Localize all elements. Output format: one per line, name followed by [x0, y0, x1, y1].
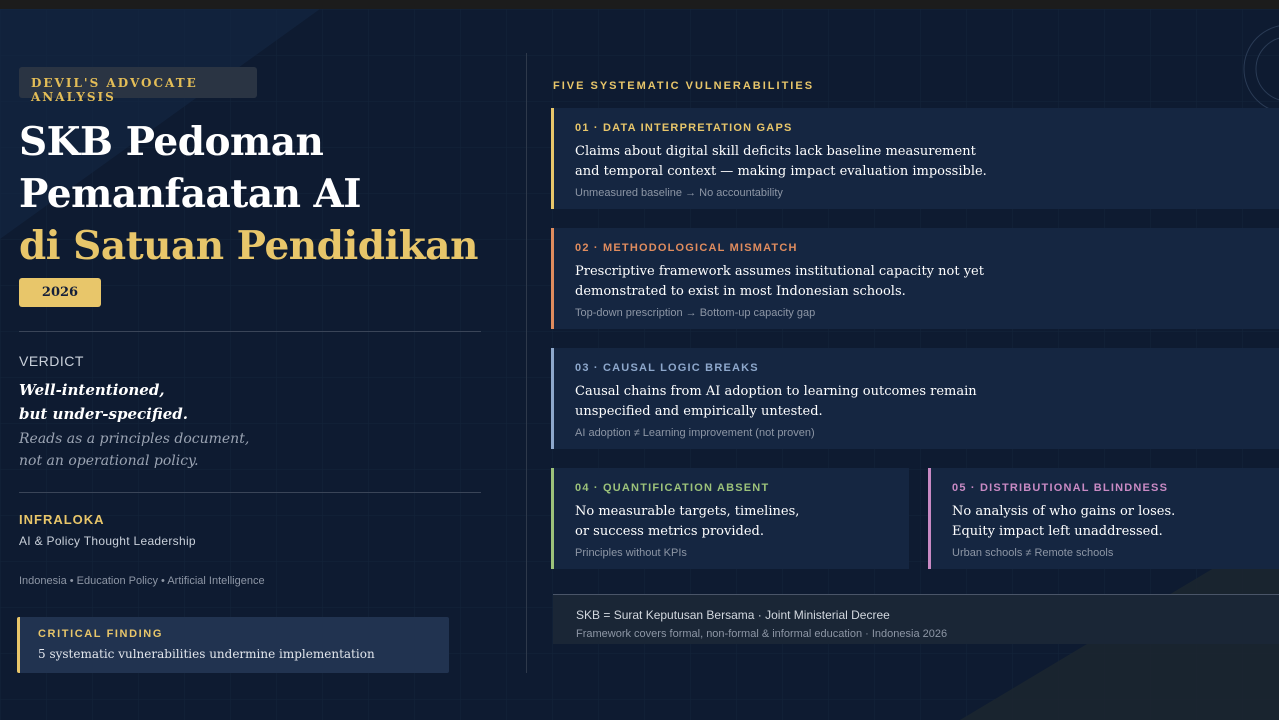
card-note: Principles without KPIs: [575, 547, 687, 559]
top-bar: [0, 0, 1279, 9]
verdict-label: VERDICT: [19, 353, 84, 369]
vulnerability-card-03: [551, 348, 1279, 449]
card-body-line-1: Prescriptive framework assumes institutional capacity not yet: [575, 264, 984, 279]
page-title: [19, 116, 478, 272]
title-line-3: di Satuan Pendidikan: [19, 223, 478, 269]
brand-tagline: AI & Policy Thought Leadership: [19, 534, 196, 548]
critical-finding-box: [17, 617, 449, 673]
verdict-main-line-1: Well-intentioned,: [19, 381, 165, 399]
card-heading: 05 · DISTRIBUTIONAL BLINDNESS: [952, 482, 1169, 494]
card-heading: 03 · CAUSAL LOGIC BREAKS: [575, 362, 759, 374]
card-body-line-1: Causal chains from AI adoption to learning outcomes remain: [575, 384, 977, 399]
card-body-line-2: unspecified and empirically untested.: [575, 404, 823, 419]
divider: [19, 492, 481, 493]
vulnerability-card-04: [551, 468, 909, 569]
brand-name: INFRALOKA: [19, 512, 105, 527]
critical-finding-text: 5 systematic vulnerabilities undermine implementation: [38, 647, 375, 661]
footnote-box: [553, 594, 1279, 644]
year-badge: 2026: [19, 278, 101, 307]
vulnerability-card-02: [551, 228, 1279, 329]
card-body: [952, 502, 1279, 542]
vulnerability-card-01: [551, 108, 1279, 209]
card-note: Top-down prescription → Bottom-up capacity gap: [575, 307, 816, 319]
card-body-line-1: No analysis of who gains or loses.: [952, 504, 1176, 519]
card-body: [575, 382, 1279, 422]
column-divider: [526, 53, 527, 673]
footnote-abbreviation: SKB = Surat Keputusan Bersama · Joint Ministerial Decree: [576, 608, 890, 622]
divider: [19, 331, 481, 332]
verdict-main: [19, 378, 188, 426]
card-heading: 04 · QUANTIFICATION ABSENT: [575, 482, 770, 494]
card-note: Urban schools ≠ Remote schools: [952, 547, 1114, 559]
title-line-2: Pemanfaatan AI: [19, 171, 362, 217]
card-note: AI adoption ≠ Learning improvement (not proven): [575, 427, 815, 439]
card-body-line-1: Claims about digital skill deficits lack baseline measurement: [575, 144, 976, 159]
card-note: Unmeasured baseline → No accountability: [575, 187, 783, 199]
card-body: [575, 142, 1279, 182]
analysis-badge: DEVIL'S ADVOCATE ANALYSIS: [19, 67, 257, 98]
title-line-1: SKB Pedoman: [19, 119, 324, 165]
verdict-sub-line-2: not an operational policy.: [19, 453, 199, 469]
card-body: [575, 502, 909, 542]
card-body: [575, 262, 1279, 302]
card-body-line-2: and temporal context — making impact evaluation impossible.: [575, 164, 987, 179]
card-body-line-2: Equity impact left unaddressed.: [952, 524, 1163, 539]
section-title: FIVE SYSTEMATIC VULNERABILITIES: [553, 80, 815, 92]
topic-tags: Indonesia • Education Policy • Artificial Intelligence: [19, 575, 265, 587]
card-body-line-1: No measurable targets, timelines,: [575, 504, 800, 519]
critical-finding-heading: CRITICAL FINDING: [38, 628, 164, 640]
card-body-line-2: or success metrics provided.: [575, 524, 764, 539]
verdict-main-line-2: but under-specified.: [19, 405, 188, 423]
verdict-sub-line-1: Reads as a principles document,: [19, 431, 250, 447]
verdict-sub: [19, 428, 249, 472]
card-heading: 01 · DATA INTERPRETATION GAPS: [575, 122, 793, 134]
footnote-coverage: Framework covers formal, non-formal & informal education · Indonesia 2026: [576, 628, 948, 640]
card-heading: 02 · METHODOLOGICAL MISMATCH: [575, 242, 798, 254]
vulnerability-card-05: [928, 468, 1279, 569]
card-body-line-2: demonstrated to exist in most Indonesian schools.: [575, 284, 906, 299]
